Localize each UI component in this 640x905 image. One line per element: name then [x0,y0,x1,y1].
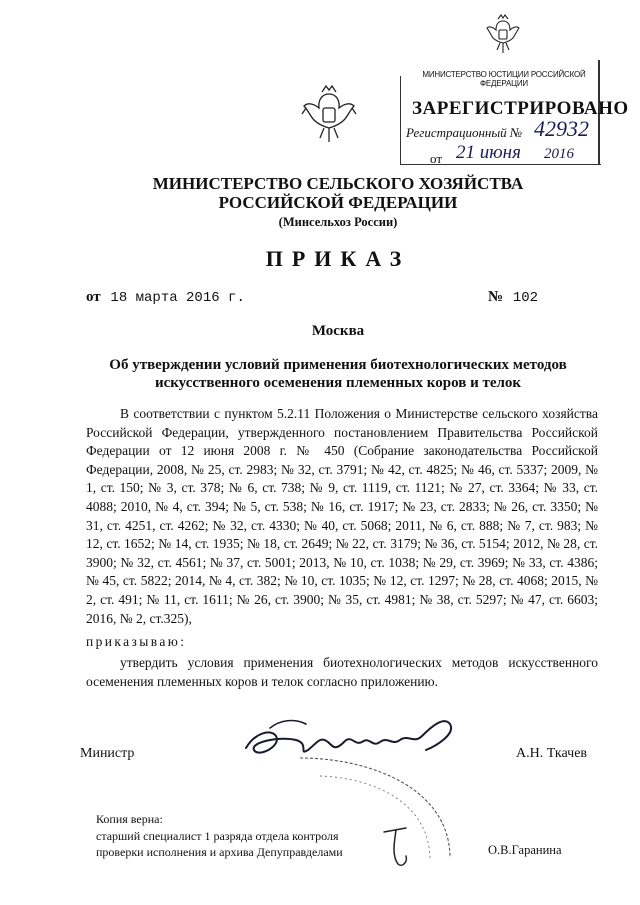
copy-certifier-name: О.В.Гаранина [488,843,562,857]
order-title-line1: Об утверждении условий применения биотехнологических методов [109,357,567,373]
order-number-sign: № [488,289,504,305]
order-date-prefix: от [86,289,101,305]
preamble-paragraph [86,405,598,628]
ministry-short-name: (Минсельхоз России) [278,215,398,229]
copy-position-line1: старший специалист 1 разряда отдела контроля [96,829,339,843]
copy-initials-signature [376,822,416,870]
resolution-text: утвердить условия применения биотехнологических методов искусственного осеменения племенных коров и телок согласно приложению. [86,655,598,689]
order-city: Москва [311,323,365,339]
stamp-registered-label: ЗАРЕГИСТРИРОВАНО [412,98,629,119]
stamp-ministry-name: МИНИСТЕРСТВО ЮСТИЦИИ РОССИЙСКОЙ ФЕДЕРАЦИИ [422,70,586,88]
round-seal-arc [280,748,470,898]
order-date-line [86,289,245,306]
ministry-name-line2: РОССИЙСКОЙ ФЕДЕРАЦИИ [218,193,458,212]
order-title-line2: искусственного осеменения племенных коров и телок [154,375,522,391]
stamp-reg-number: 42932 [534,116,589,141]
stamp-date-handwritten: 21 июня [456,142,521,163]
registration-stamp [400,14,629,166]
signatory-position: Министр [80,746,135,761]
resolution-paragraph [86,654,598,691]
copy-position-line2: проверки исполнения и архива Депуправделами [96,845,343,859]
stamp-date-year: 2016 [544,146,574,162]
order-date: 18 марта 2016 г. [110,290,245,306]
order-number: 102 [512,290,539,306]
signatory-name: А.Н. Ткачев [516,746,588,761]
order-prikazyvayu: приказываю: [86,634,187,649]
preamble-text: В соответствии с пунктом 5.2.11 Положения о Министерстве сельского хозяйства Российской Федерации, утвержденного постановлением Правительства Российской Федерации от 12 июня 2008 г. № 450 (Собрание законодательства Российской Федерации, 2008, № 25, ст. 2983; № 32, ст. 3791; № 42, ст. 4825; № 46, ст. 5337; 2009, № 1, ст. 150; № 3, ст. 378; № 6, ст. 738; № 9, ст. 1119, ст. 1121; № 27, ст. 3364; № 33, ст. 4088; 2010, № 4, ст. 394; № 5, ст. 538; № 16, ст. 1917; № 23, ст. 2833; № 26, ст. 3350; № 31, ст. 4251, ст. 4262; № 32, ст. 4330; № 40, ст. 5068; 2011, № 6, ст. 888; № 7, ст. 983; № 12, ст. 1652; № 14, ст. 1935; № 18, ст. 2649; № 22, ст. 3179; № 36, ст. 5154; 2012, № 28, ст. 3900; № 32, ст. 4561; № 37, ст. 5001; 2013, № 10, ст. 1038; № 29, ст. 3969; № 33, ст. 4386; № 45, ст. 5822; 2014, № 4, ст. 382; № 10, ст. 1035; № 12, ст. 1297; № 28, ст. 4068; 2015, № 2, ст. 491; № 11, ст. 1611; № 26, ст. 3900; № 35, ст. 4981; № 38, ст. 5297; № 47, ст. 6603; 2016, № 2, ст.325), [86,406,598,626]
stamp-reg-number-label: Регистрационный № [406,125,523,140]
ministry-name-line1: МИНИСТЕРСТВО СЕЛЬСКОГО ХОЗЯЙСТВА [152,174,524,193]
order-number-line [488,289,538,306]
stamp-date-prefix: от [430,151,443,166]
copy-label: Копия верна: [96,812,163,826]
document-type: ПРИКАЗ [265,246,411,271]
coat-of-arms-emblem [300,84,358,148]
